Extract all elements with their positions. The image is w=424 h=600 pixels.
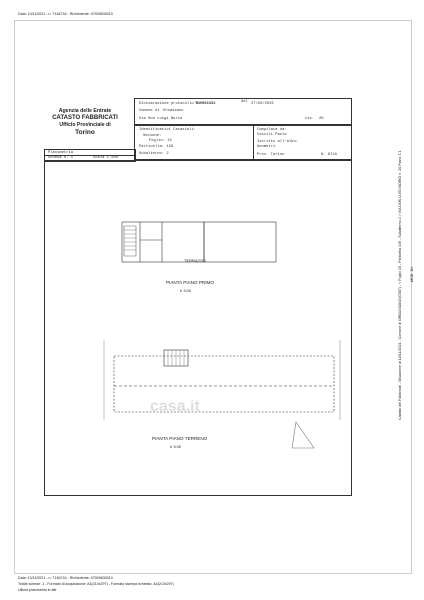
planimetria-title: Planimetria [48,150,74,155]
compilata-l2: Coscili Paolo [257,133,287,137]
terrace-outline [204,222,276,262]
compilata-l4: Geometri [257,145,276,149]
stair-steps [124,230,136,250]
catastali-subalterno: Subalterno: 2 [139,152,169,156]
ground-floor-title: PIANTA PIANO TERRENO [152,436,208,441]
box-divider [253,125,254,159]
stair-first [124,226,136,256]
catastali-sezione: Sezione: [143,134,162,138]
stair-ground-steps [168,350,184,366]
first-floor-title: PIANTA PIANO PRIMO [166,280,214,285]
ground-floor-height: h 3,00 [170,444,182,449]
compilata-prov: Prov. Torino [257,153,285,157]
identificativi-box [134,124,352,160]
planimetria-scheda: Scheda n. 1 [48,156,74,160]
footer-line1: Totale schede: 1 - Formato di acquisizione: A4(210x297) - Formato stampa richiesto: A4(210x297) [18,582,174,586]
first-floor-height: h 3,00 [180,288,192,293]
protocol-date: 27/02/2025 [251,102,274,106]
ground-floor-outline [114,356,334,412]
terrace-label: TERRAZZO [184,258,206,263]
watermark-logo: casa.it [150,398,200,415]
agency-line2: CATASTO FABBRICATI [52,115,118,121]
protocol-label: Dichiarazione protocollo n. [139,102,201,106]
catastali-title: Identificativi Catastali: [139,128,196,132]
agency-line3: Ufficio Provinciale di [59,122,111,128]
civ-value: 20 [319,117,324,121]
comune-label: Comune di [139,109,160,113]
top-header: Data: 10/11/2021 - n. T184744 - Richiedente: 07009630010 [18,12,113,16]
corner-shape [292,422,314,448]
catastali-particella: Particella: 139 [139,145,174,149]
via-value: Via Don Luigi Borio [139,117,183,121]
agency-line4: Torino [75,129,95,136]
right-side-text: Catasto dei Fabbricati - Situazione al 10/11/2021 - Comune di ORBASSANO(G087) - < Foglio 15 - Particella 139 - Subalterno 2 > VIA DON LUIGI BORIO n. 20 Piano T-1 [398,150,402,420]
protocol-number: TO0092431 [195,102,216,106]
floor-plan-drawing [44,160,350,494]
bottom-header: Data: 10/11/2021 - n. T184744 - Richiedente: 07009630010 [18,576,113,580]
planimetria-scala: Scala 1:200 [93,156,119,160]
footer-line2: Ultima planimetria in atti [18,588,57,592]
protocol-box [134,98,352,126]
right-page-mark: MOD. 1N [410,267,414,282]
catastali-foglio: Foglio: 15 [149,139,172,143]
compilata-l3: Iscritto all'albo: [257,140,299,144]
comune-value: Orbassano [163,109,184,113]
compilata-l1: Compilata da: [257,128,287,132]
compilata-n: N. 6718 [321,153,337,157]
protocol-date-label: del [241,100,248,104]
civ-label: civ. [305,117,315,121]
agency-line1: Agenzia delle Entrate [58,108,112,114]
